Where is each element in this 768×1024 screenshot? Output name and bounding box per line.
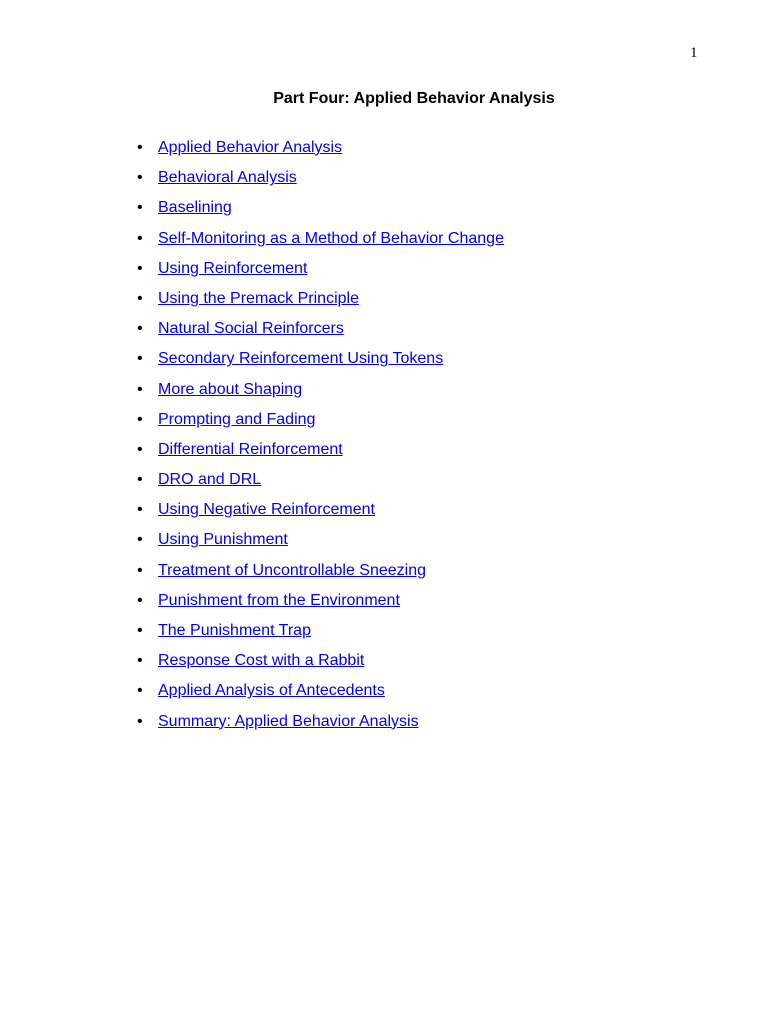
list-item — [137, 590, 504, 620]
list-item — [137, 197, 504, 227]
bullet-icon: • — [137, 320, 143, 338]
toc-link[interactable]: Behavioral Analysis — [158, 169, 297, 187]
toc-link[interactable]: Punishment from the Environment — [158, 591, 400, 609]
bullet-icon: • — [137, 350, 143, 368]
toc-link[interactable]: Natural Social Reinforcers — [158, 320, 344, 338]
toc-link[interactable]: Response Cost with a Rabbit — [158, 652, 365, 670]
page-number: 1 — [690, 45, 698, 61]
toc-link[interactable]: Treatment of Uncontrollable Sneezing — [158, 561, 426, 579]
bullet-icon: • — [137, 380, 143, 398]
bullet-icon: • — [137, 259, 143, 277]
list-item — [137, 680, 504, 710]
list-item — [137, 228, 504, 258]
bullet-icon: • — [137, 501, 143, 519]
bullet-icon: • — [137, 169, 143, 187]
list-item — [137, 348, 504, 378]
bullet-icon: • — [137, 229, 143, 247]
bullet-icon: • — [137, 410, 143, 428]
toc-link[interactable]: Self-Monitoring as a Method of Behavior Change — [158, 229, 504, 247]
list-item — [137, 167, 504, 197]
toc-link[interactable]: Applied Analysis of Antecedents — [158, 682, 385, 700]
table-of-contents — [137, 137, 504, 741]
list-item — [137, 379, 504, 409]
toc-link[interactable]: Using Reinforcement — [158, 259, 308, 277]
list-item — [137, 560, 504, 590]
toc-link[interactable]: Differential Reinforcement — [158, 440, 343, 458]
toc-link[interactable]: Using Negative Reinforcement — [158, 501, 375, 519]
list-item — [137, 650, 504, 680]
bullet-icon: • — [137, 712, 143, 730]
list-item — [137, 258, 504, 288]
bullet-icon: • — [137, 139, 143, 156]
toc-link[interactable]: Summary: Applied Behavior Analysis — [158, 712, 419, 730]
bullet-icon: • — [137, 682, 143, 700]
list-item — [137, 499, 504, 529]
list-item — [137, 318, 504, 348]
toc-link[interactable]: Using Punishment — [158, 531, 288, 549]
page-title: Part Four: Applied Behavior Analysis — [273, 90, 555, 107]
bullet-icon: • — [137, 440, 143, 458]
bullet-icon: • — [137, 622, 143, 639]
bullet-icon: • — [137, 199, 143, 217]
list-item — [137, 711, 504, 741]
toc-link[interactable]: Baselining — [158, 199, 232, 217]
toc-link[interactable]: Prompting and Fading — [158, 410, 316, 428]
toc-link[interactable]: The Punishment Trap — [158, 622, 311, 639]
bullet-icon: • — [137, 471, 143, 489]
list-item — [137, 620, 504, 650]
bullet-icon: • — [137, 591, 143, 609]
list-item — [137, 439, 504, 469]
bullet-icon: • — [137, 289, 143, 307]
bullet-icon: • — [137, 531, 143, 549]
bullet-icon: • — [137, 652, 143, 670]
toc-link[interactable]: Applied Behavior Analysis — [158, 139, 343, 156]
toc-link[interactable]: DRO and DRL — [158, 471, 262, 489]
bullet-icon: • — [137, 561, 143, 579]
list-item — [137, 409, 504, 439]
list-item — [137, 529, 504, 559]
list-item — [137, 469, 504, 499]
toc-link[interactable]: More about Shaping — [158, 380, 303, 398]
toc-link[interactable]: Secondary Reinforcement Using Tokens — [158, 350, 444, 368]
list-item — [137, 288, 504, 318]
toc-link[interactable]: Using the Premack Principle — [158, 289, 359, 307]
list-item — [137, 137, 504, 167]
